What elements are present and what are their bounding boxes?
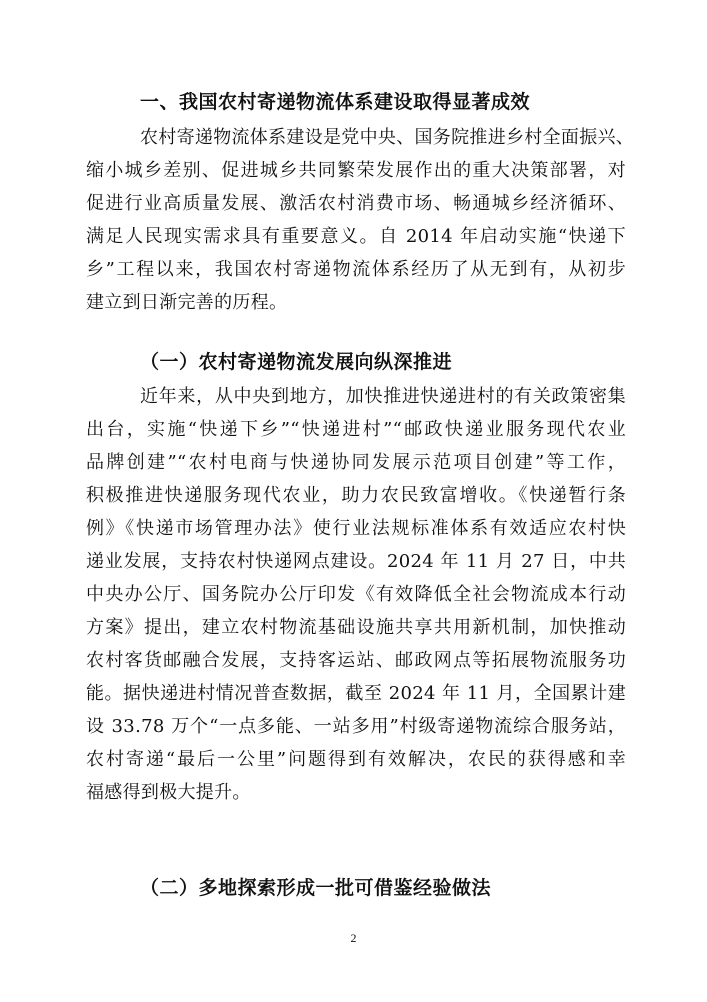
- subsection-heading-2: （二）多地探索形成一批可借鉴经验做法: [140, 877, 492, 899]
- subsection-heading-1: （一）农村寄递物流发展向纵深推进: [140, 351, 453, 373]
- paragraph-line: 近年来，从中央到地方，加快推进快递进村的有关政策密集: [140, 386, 626, 407]
- page-number: 2: [350, 931, 357, 945]
- paragraph-line: 例》《快递市场管理办法》使行业法规标准体系有效适应农村快: [86, 518, 626, 539]
- paragraph-line: 积极推进快递服务现代农业，助力农民致富增收。《快递暂行条: [86, 485, 626, 506]
- paragraph-line: 农村寄递物流体系建设是党中央、国务院推进乡村全面振兴、: [140, 127, 635, 148]
- paragraph-line: 品牌创建”“农村电商与快递协同发展示范项目创建”等工作，: [86, 452, 626, 473]
- paragraph-1: [86, 121, 635, 319]
- paragraph-line: 促进行业高质量发展、激活农村消费市场、畅通城乡经济循环、: [86, 193, 626, 214]
- paragraph-line: 缩小城乡差别、促进城乡共同繁荣发展作出的重大决策部署，对: [86, 160, 626, 181]
- paragraph-line: 建立到日渐完善的历程。: [86, 292, 288, 313]
- paragraph-line: 乡”工程以来，我国农村寄递物流体系经历了从无到有，从初步: [86, 259, 626, 280]
- paragraph-line: 福感得到极大提升。: [86, 782, 251, 803]
- paragraph-line: 农村客货邮融合发展，支持客运站、邮政网点等拓展物流服务功: [86, 650, 626, 671]
- paragraph-line: 满足人民现实需求具有重要意义。自 2014 年启动实施“快递下: [86, 226, 626, 247]
- paragraph-line: 农村寄递“最后一公里”问题得到有效解决，农民的获得感和幸: [86, 749, 626, 770]
- paragraph-line: 设 33.78 万个“一点多能、一站多用”村级寄递物流综合服务站，: [86, 716, 626, 737]
- paragraph-2: [86, 380, 626, 809]
- section-heading-1: 一、我国农村寄递物流体系建设取得显著成效: [140, 91, 531, 113]
- paragraph-line: 中央办公厅、国务院办公厅印发《有效降低全社会物流成本行动: [86, 584, 626, 605]
- paragraph-line: 递业发展，支持农村快递网点建设。2024 年 11 月 27 日，中共: [86, 551, 626, 572]
- paragraph-line: 出台，实施“快递下乡”“快递进村”“邮政快递业服务现代农业: [86, 419, 626, 440]
- paragraph-line: 方案》提出，建立农村物流基础设施共享共用新机制，加快推动: [86, 617, 626, 638]
- paragraph-line: 能。据快递进村情况普查数据，截至 2024 年 11 月，全国累计建: [86, 683, 626, 704]
